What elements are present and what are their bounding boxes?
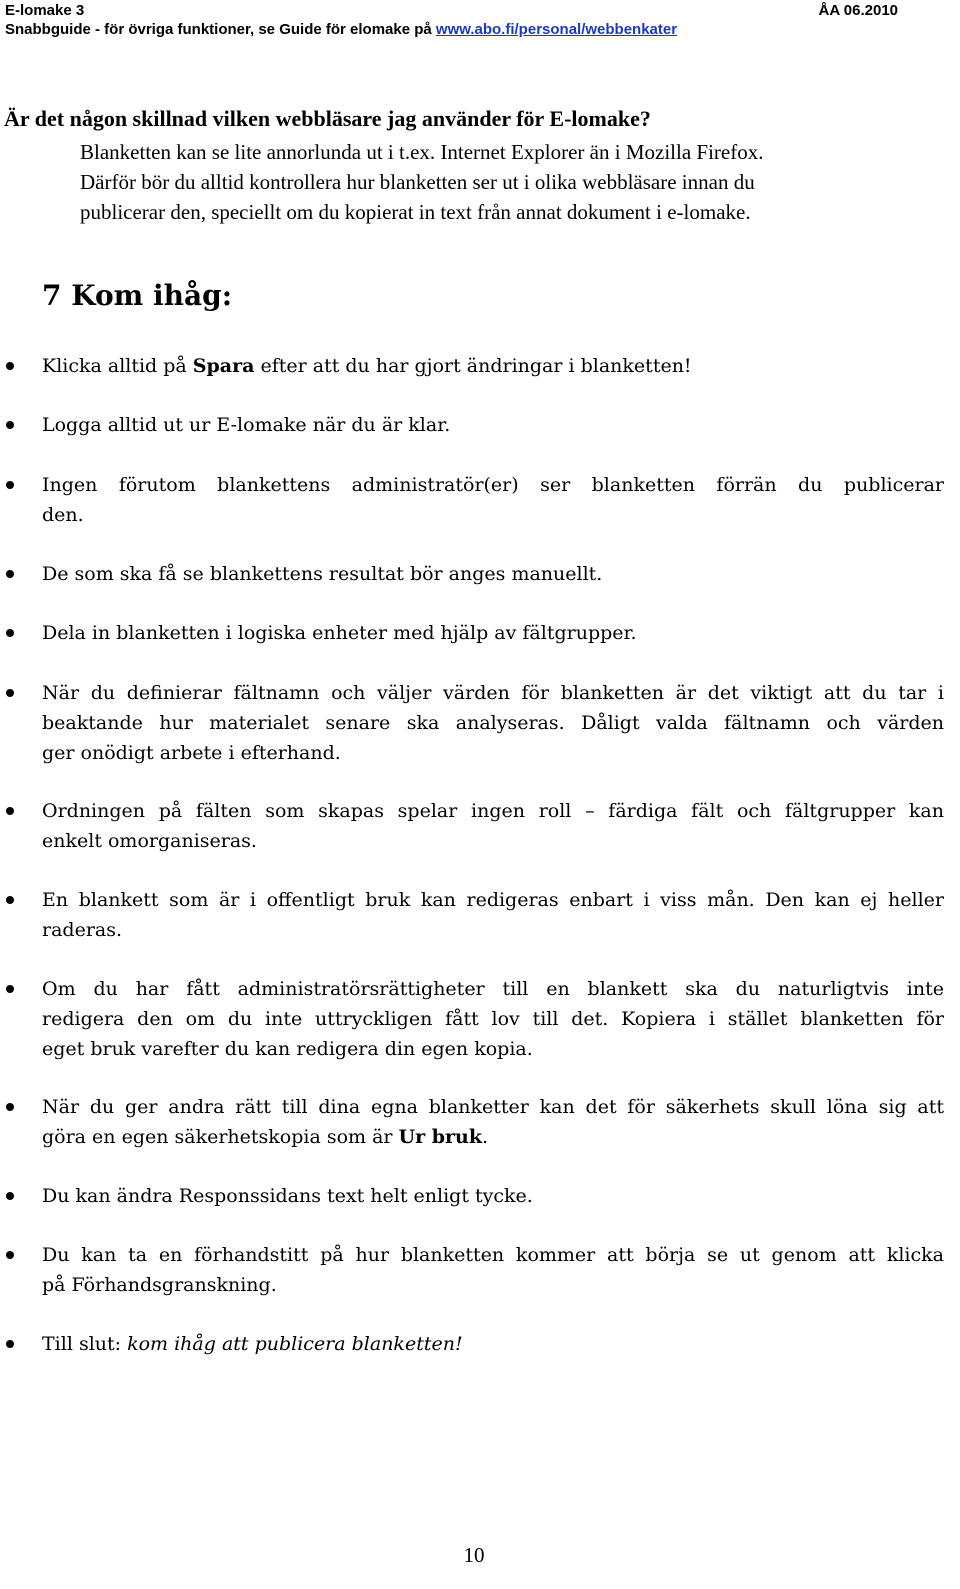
bullet-text: göra en egen säkerhetskopia som är Ur bruk. — [42, 1126, 489, 1148]
bullet-text: raderas. — [42, 919, 123, 941]
bullet-text: En blankett som är i offentligt bruk kan redigeras enbart i viss mån. Den kan ej heller — [42, 889, 944, 911]
bullet-icon — [6, 689, 14, 697]
subtitle-text: Snabbguide - för övriga funktioner, se Guide för elomake på — [5, 21, 436, 38]
bullet-item — [0, 559, 944, 589]
guide-link[interactable]: www.abo.fi/personal/webbenkater — [435, 21, 678, 38]
bullet-text: Om du har fått administratörsrättigheter till en blankett ska du naturligtvis inte — [42, 978, 944, 1000]
bullet-text: Ordningen på fälten som skapas spelar ingen roll – färdiga fält och fältgrupper kan — [42, 800, 944, 822]
bullet-icon — [6, 1340, 14, 1348]
bullet-item — [0, 470, 944, 530]
bullet-text: Till slut: kom ihåg att publicera blanketten! — [42, 1333, 463, 1355]
bullet-item — [0, 885, 944, 945]
bullet-text: Dela in blanketten i logiska enheter med hjälp av fältgrupper. — [42, 622, 637, 644]
bullet-icon — [6, 1103, 14, 1111]
answer-line: Därför bör du alltid kontrollera hur blanketten ser ut i olika webbläsare innan du — [80, 170, 755, 194]
bullet-item — [0, 974, 944, 1064]
answer-line: Blanketten kan se lite annorlunda ut i t.ex. Internet Explorer än i Mozilla Firefox. — [80, 140, 764, 164]
answer-line: publicerar den, speciellt om du kopierat in text från annat dokument i e-lomake. — [80, 200, 751, 224]
bullet-item — [0, 1092, 944, 1152]
bullet-text: den. — [42, 504, 84, 526]
question-heading: Är det någon skillnad vilken webbläsare jag använder för E-lomake? — [4, 106, 651, 131]
document-date: ÅA 06.2010 — [818, 2, 898, 19]
bullet-text: De som ska få se blankettens resultat bör anges manuellt. — [42, 563, 603, 585]
bullet-text: Du kan ändra Responssidans text helt enligt tycke. — [42, 1185, 533, 1207]
bullet-icon — [6, 896, 14, 904]
bullet-icon — [6, 570, 14, 578]
bullet-item — [0, 410, 944, 440]
bullet-icon — [6, 807, 14, 815]
header-subtitle — [5, 21, 898, 39]
bullet-item — [0, 796, 944, 856]
document-title: E-lomake 3 — [5, 2, 85, 19]
bullet-text: beaktande hur materialet senare ska analyseras. Dåligt valda fältnamn och värden — [42, 712, 944, 734]
bullet-item — [0, 1181, 944, 1211]
bullet-text: Klicka alltid på Spara efter att du har gjort ändringar i blanketten! — [42, 355, 692, 377]
bullet-item — [0, 1240, 944, 1300]
bullet-text: När du ger andra rätt till dina egna blanketter kan det för säkerhets skull löna sig att — [42, 1096, 944, 1118]
bullet-icon — [6, 985, 14, 993]
bullet-icon — [6, 1251, 14, 1259]
bullet-text: När du definierar fältnamn och väljer värden för blanketten är det viktigt att du tar i — [42, 682, 944, 704]
bullet-icon — [6, 629, 14, 637]
bullet-item — [0, 1329, 944, 1359]
bullet-text: ger onödigt arbete i efterhand. — [42, 742, 341, 764]
bullet-text: Logga alltid ut ur E-lomake när du är klar. — [42, 414, 451, 436]
bullet-text: Ingen förutom blankettens administratör(er) ser blanketten förrän du publicerar — [42, 474, 944, 496]
page-number: 10 — [463, 1543, 485, 1567]
bullet-text: redigera den om du inte uttryckligen fått lov till det. Kopiera i stället blanketten för — [42, 1008, 944, 1030]
bullet-item — [0, 678, 944, 768]
section-title: 7 Kom ihåg: — [42, 279, 233, 312]
question-answer — [80, 137, 942, 227]
bullet-item — [0, 351, 944, 381]
bullet-text: Du kan ta en förhandstitt på hur blanketten kommer att börja se ut genom att klicka — [42, 1244, 944, 1266]
bullet-text: eget bruk varefter du kan redigera din egen kopia. — [42, 1038, 533, 1060]
bullet-icon — [6, 1192, 14, 1200]
bullet-icon — [6, 421, 14, 429]
bullet-text: på Förhandsgranskning. — [42, 1274, 277, 1296]
document-header — [5, 2, 898, 20]
bullet-icon — [6, 362, 14, 370]
bullet-item — [0, 618, 944, 648]
bullet-icon — [6, 481, 14, 489]
bullet-text: enkelt omorganiseras. — [42, 830, 257, 852]
